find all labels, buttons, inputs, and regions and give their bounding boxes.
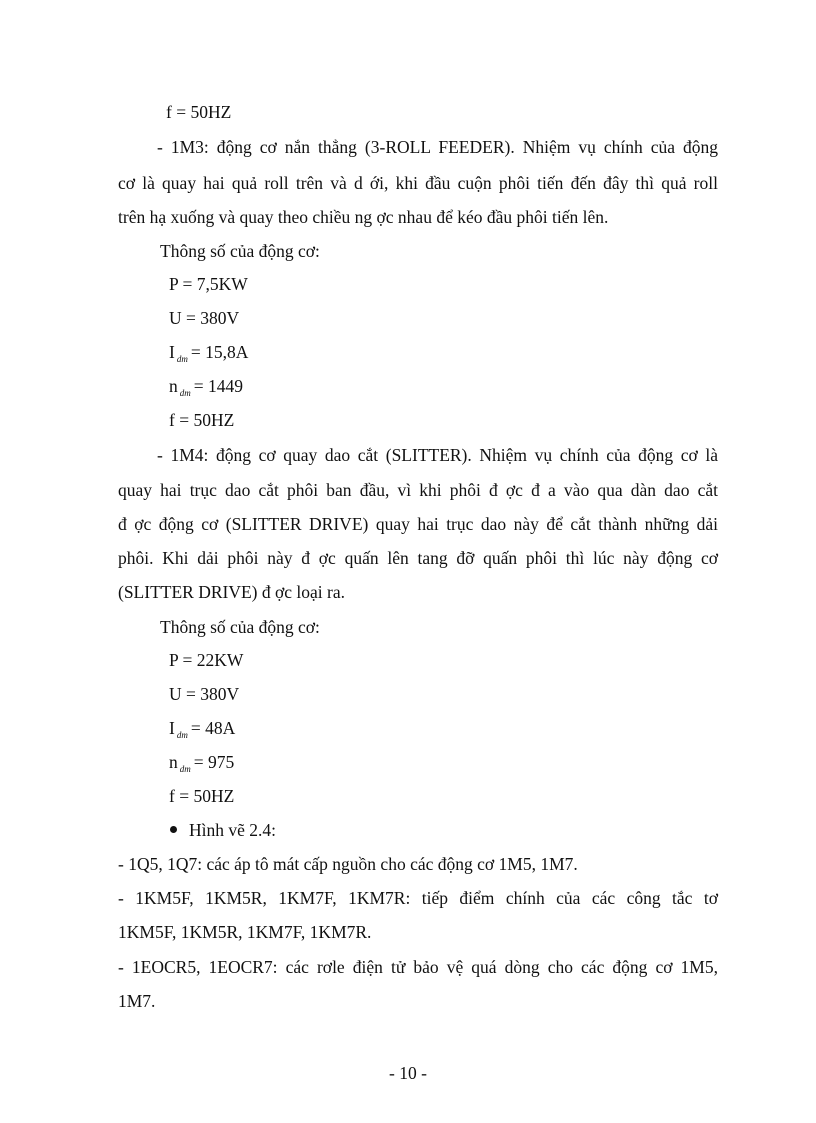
m4-heading: - 1M4: động cơ quay dao cắt (SLITTER). Nhiệm vụ chính của động cơ là — [157, 445, 718, 465]
m4-spec-power: P = 22KW — [169, 650, 244, 670]
list-item-contactors: - 1KM5F, 1KM5R, 1KM7F, 1KM7R: tiếp điểm chính của các công tắc tơ — [118, 888, 718, 908]
rated-subscript: dm — [176, 354, 188, 364]
m3-spec-current — [169, 341, 248, 366]
m3-paragraph-line: cơ là quay hai quả roll trên và d ới, khi đầu cuộn phôi tiến đến đây thì quả roll — [118, 173, 718, 193]
m4-spec-label: Thông số của động cơ: — [160, 617, 320, 637]
page-number: - 10 - — [389, 1063, 427, 1083]
m3-heading: - 1M3: động cơ nắn thẳng (3-ROLL FEEDER). Nhiệm vụ chính của động — [157, 137, 718, 157]
speed-value: = 975 — [193, 752, 235, 772]
speed-value: = 1449 — [193, 376, 243, 396]
m3-spec-frequency: f = 50HZ — [169, 410, 235, 430]
rated-subscript: dm — [179, 388, 191, 398]
m4-paragraph-line: đ ợc động cơ (SLITTER DRIVE) quay hai trục dao này để cắt thành những dải — [118, 514, 718, 534]
m3-spec-label: Thông số của động cơ: — [160, 241, 320, 261]
list-item-relays: - 1EOCR5, 1EOCR7: các rơle điện tử bảo vệ quá dòng cho các động cơ 1M5, — [118, 957, 718, 977]
m4-spec-current — [169, 717, 235, 742]
m4-paragraph-line: phôi. Khi dải phôi này đ ợc quấn lên tang đỡ quấn phôi thì lúc này động cơ — [118, 548, 718, 568]
figure-label: Hình vẽ 2.4: — [189, 820, 277, 840]
rated-subscript: dm — [179, 764, 191, 774]
list-item-relays-cont: 1M7. — [118, 991, 156, 1011]
speed-symbol: n — [169, 752, 178, 772]
m4-spec-voltage: U = 380V — [169, 684, 240, 704]
current-value: = 15,8A — [190, 342, 249, 362]
speed-symbol: n — [169, 376, 178, 396]
list-item-breakers: - 1Q5, 1Q7: các áp tô mát cấp nguồn cho các động cơ 1M5, 1M7. — [118, 854, 578, 874]
current-symbol: I — [169, 718, 175, 738]
current-symbol: I — [169, 342, 175, 362]
m4-paragraph-line: (SLITTER DRIVE) đ ợc loại ra. — [118, 582, 345, 602]
figure-reference — [170, 819, 276, 841]
m4-spec-frequency: f = 50HZ — [169, 786, 235, 806]
rated-subscript: dm — [176, 730, 188, 740]
m3-paragraph-line: trên hạ xuống và quay theo chiều ng ợc nhau để kéo đầu phôi tiến lên. — [118, 207, 609, 227]
list-item-contactors-cont: 1KM5F, 1KM5R, 1KM7F, 1KM7R. — [118, 922, 372, 942]
m3-spec-voltage: U = 380V — [169, 308, 240, 328]
m2-frequency: f = 50HZ — [166, 102, 232, 122]
m4-paragraph-line: quay hai trục dao cắt phôi ban đầu, vì khi phôi đ ợc đ a vào qua dàn dao cắt — [118, 480, 718, 500]
bullet-icon — [170, 826, 177, 833]
current-value: = 48A — [190, 718, 236, 738]
m3-spec-speed — [169, 375, 243, 400]
m3-spec-power: P = 7,5KW — [169, 274, 248, 294]
m4-spec-speed — [169, 751, 234, 776]
